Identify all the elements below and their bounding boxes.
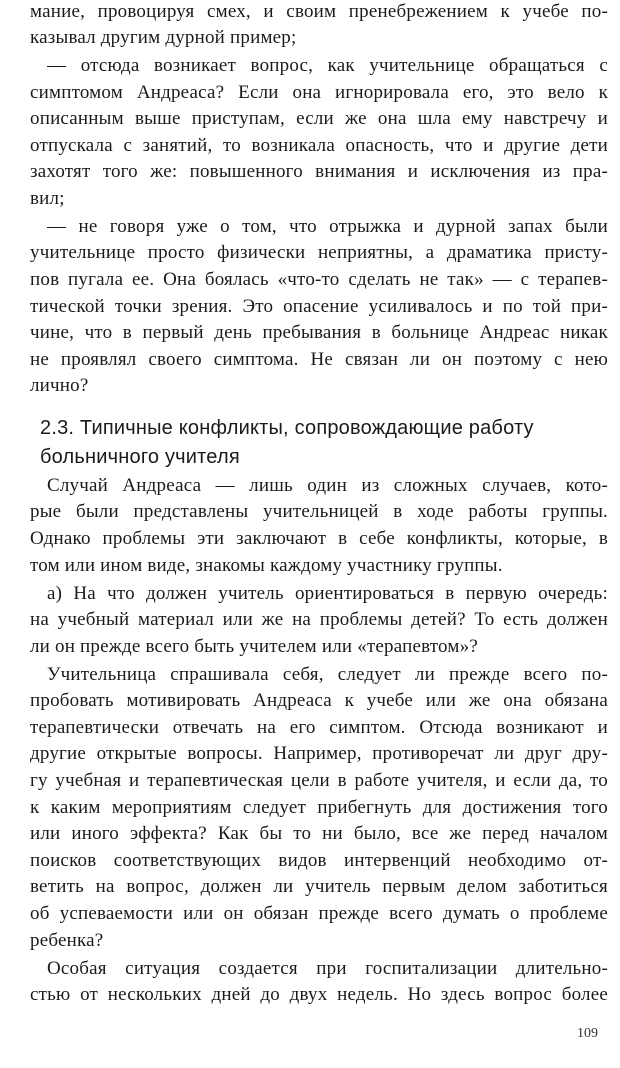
text-line: мание, провоцируя смех, и своим пренебрежением к учебе по-	[30, 1, 608, 22]
text-line: Особая ситуация создается при госпитализации длительно-	[47, 958, 608, 979]
text-line: на учебный материал или же на проблемы детей? То есть должен	[30, 609, 608, 630]
text-line: ли он прежде всего быть учителем или «терапевтом»?	[30, 636, 478, 657]
text-line: учительнице просто физически неприятны, а драматика присту-	[30, 242, 608, 263]
text-line: ребенка?	[30, 930, 104, 951]
text-line: рые были представлены учительницей в ходе работы группы.	[30, 501, 608, 522]
text-line: казывал другим дурной пример;	[30, 27, 297, 48]
section-heading: больничного учителя	[40, 446, 240, 468]
text-line: гу учебная и терапевтическая цели в работе учителя, и если да, то	[30, 770, 608, 791]
text-line: тической точки зрения. Это опасение усиливалось и по той при-	[30, 296, 608, 317]
text-line: вил;	[30, 188, 65, 209]
section-heading: 2.3. Типичные конфликты, сопровождающие работу	[40, 417, 534, 439]
text-line: симптомом Андреаса? Если она игнорировала его, это вело к	[30, 82, 608, 103]
text-line: терапевтически отвечать на его симптом. Отсюда возникают и	[30, 717, 608, 738]
text-line: отпускала с занятий, то возникала опасность, что и другие дети	[30, 135, 608, 156]
text-line: — отсюда возникает вопрос, как учительнице обращаться с	[47, 55, 608, 76]
text-line: том или ином виде, знакомы каждому участнику группы.	[30, 555, 503, 576]
text-line: лично?	[30, 375, 89, 396]
text-line: пов пугала ее. Она боялась «что-то сделать не так» — с терапев-	[30, 269, 608, 290]
text-line: чине, что в первый день пребывания в больнице Андреас никак	[30, 322, 608, 343]
text-line: — не говоря уже о том, что отрыжка и дурной запах были	[47, 216, 608, 237]
text-line: к каким мероприятиям следует прибегнуть для достижения того	[30, 797, 608, 818]
text-line: а) На что должен учитель ориентироваться в первую очередь:	[47, 583, 608, 604]
text-line: поисков соответствующих видов интервенций необходимо от-	[30, 850, 608, 871]
text-line: захотят того же: повышенного внимания и исключения из пра-	[30, 161, 608, 182]
text-line: пробовать мотивировать Андреаса к учебе или же она обязана	[30, 690, 608, 711]
text-line: другие открытые вопросы. Например, противоречат ли друг дру-	[30, 743, 608, 764]
text-line: или иного эффекта? Как бы то ни было, все же перед началом	[30, 823, 608, 844]
text-line: не проявлял своего симптома. Не связан ли он поэтому с нею	[30, 349, 608, 370]
text-line: Случай Андреаса — лишь один из сложных случаев, кото-	[47, 475, 608, 496]
text-line: ветить на вопрос, должен ли учитель первым делом заботиться	[30, 876, 608, 897]
text-line: Однако проблемы эти заключают в себе конфликты, которые, в	[30, 528, 608, 549]
text-line: Учительница спрашивала себя, следует ли прежде всего по-	[47, 664, 608, 685]
page-number: 109	[577, 1026, 598, 1041]
text-line: описанным выше приступам, если же она шла ему навстречу и	[30, 108, 608, 129]
text-line: об успеваемости или он обязан прежде всего думать о проблеме	[30, 903, 608, 924]
text-line: стью от нескольких дней до двух недель. Но здесь вопрос более	[30, 984, 608, 1005]
